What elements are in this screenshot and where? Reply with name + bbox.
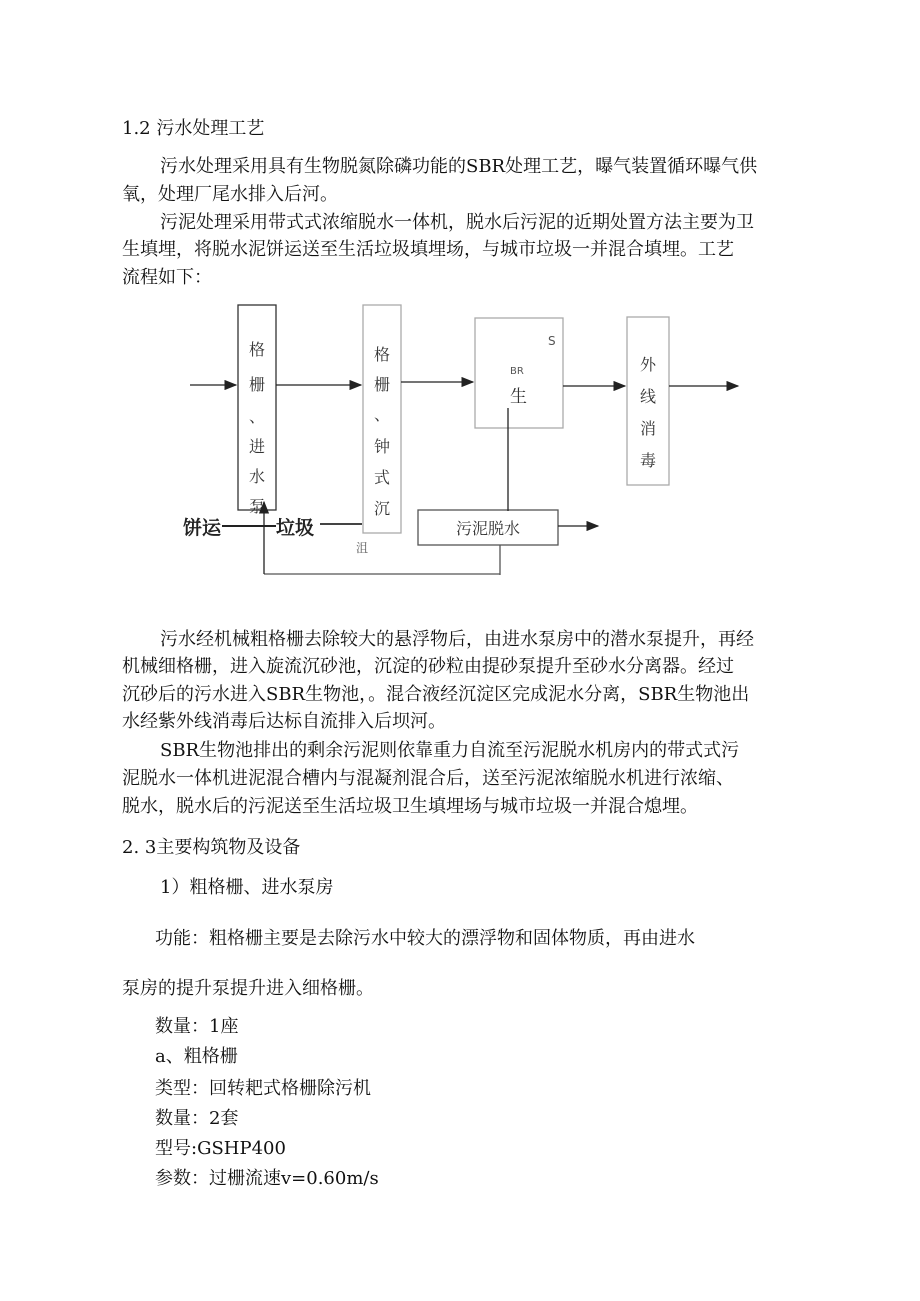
box1-char: 、 — [248, 407, 266, 426]
box3-main-label: 生 — [510, 387, 527, 407]
quantity-text: 数量：2套 — [155, 1108, 239, 1129]
box4-char: 外 — [639, 355, 657, 374]
box1-char: 进 — [248, 437, 266, 456]
paragraph-text: 流程如下： — [122, 267, 212, 288]
box3-mid-label: BR — [510, 366, 524, 377]
type-text: 类型：回转耙式格栅除污机 — [155, 1078, 371, 1099]
box1-char: 栅 — [248, 375, 266, 394]
box2-char: 、 — [373, 405, 391, 424]
subsection-heading: 1）粗格栅、进水泵房 — [160, 877, 334, 898]
box2-char: 沉 — [373, 499, 391, 518]
model-text: 型号:GSHP400 — [155, 1138, 286, 1159]
paragraph-text: 氧，处理厂尾水排入后河。 — [122, 184, 338, 205]
cutoff-text-left: 饼运 — [183, 517, 222, 539]
box2-char: 钟 — [373, 437, 391, 456]
paragraph-text: SBR生物池排出的剩余污泥则依靠重力自流至污泥脱水机房内的带式式污 — [160, 740, 740, 761]
cutoff-text-right: 垃圾 — [276, 517, 315, 539]
function-text: 功能：粗格栅主要是去除污水中较大的漂浮物和固体物质，再由进水 — [155, 928, 695, 949]
box2-char: 格 — [373, 345, 391, 364]
box1-char: 水 — [248, 467, 266, 486]
cutoff-small-text: 沮 — [356, 541, 369, 555]
process-flow-diagram — [0, 290, 920, 590]
box1-char: 泵 — [248, 497, 266, 516]
box3-top-label: S — [548, 334, 556, 348]
box2-char: 式 — [373, 468, 391, 487]
paragraph-text: 沉砂后的污水进入SBR生物池，。混合液经沉淀区完成泥水分离，SBR生物池出 — [122, 684, 750, 705]
sub-item-heading: a、粗格栅 — [155, 1046, 238, 1067]
quantity-text: 数量：1座 — [155, 1016, 239, 1037]
paragraph-text: 污水经机械粗格栅去除较大的悬浮物后，由进水泵房中的潜水泵提升，再经 — [160, 629, 754, 650]
section-heading-1-2: 1.2 污水处理工艺 — [122, 118, 265, 139]
box4-char: 线 — [639, 387, 657, 406]
section-heading-2-3: 2. 3主要构筑物及设备 — [122, 837, 301, 858]
paragraph-text: 生填埋，将脱水泥饼运送至生活垃圾填埋场，与城市垃圾一并混合填埋。工艺 — [122, 239, 734, 260]
paragraph-text: 污水处理采用具有生物脱氮除磷功能的SBR处理工艺，曝气装置循环曝气供 — [160, 156, 758, 177]
paragraph-text: 脱水，脱水后的污泥送至生活垃圾卫生填埋场与城市垃圾一并混合熄埋。 — [122, 796, 698, 817]
sludge-box-label: 污泥脱水 — [455, 519, 521, 538]
box4-char: 消 — [639, 419, 657, 438]
function-text: 泵房的提升泵提升进入细格栅。 — [122, 978, 374, 999]
paragraph-text: 机械细格栅，进入旋流沉砂池，沉淀的砂粒由提砂泵提升至砂水分离器。经过 — [122, 656, 734, 677]
paragraph-text: 污泥处理采用带式式浓缩脱水一体机，脱水后污泥的近期处置方法主要为卫 — [160, 212, 754, 233]
box2-char: 栅 — [373, 375, 391, 394]
box1-char: 格 — [248, 340, 266, 359]
paragraph-text: 泥脱水一体机进泥混合槽内与混凝剂混合后，送至污泥浓缩脱水机进行浓缩、 — [122, 768, 734, 789]
box4-char: 毒 — [639, 451, 657, 470]
params-text: 参数：过栅流速v=0.60m∕s — [155, 1168, 379, 1189]
paragraph-text: 水经紫外线消毒后达标自流排入后坝河。 — [122, 711, 446, 732]
